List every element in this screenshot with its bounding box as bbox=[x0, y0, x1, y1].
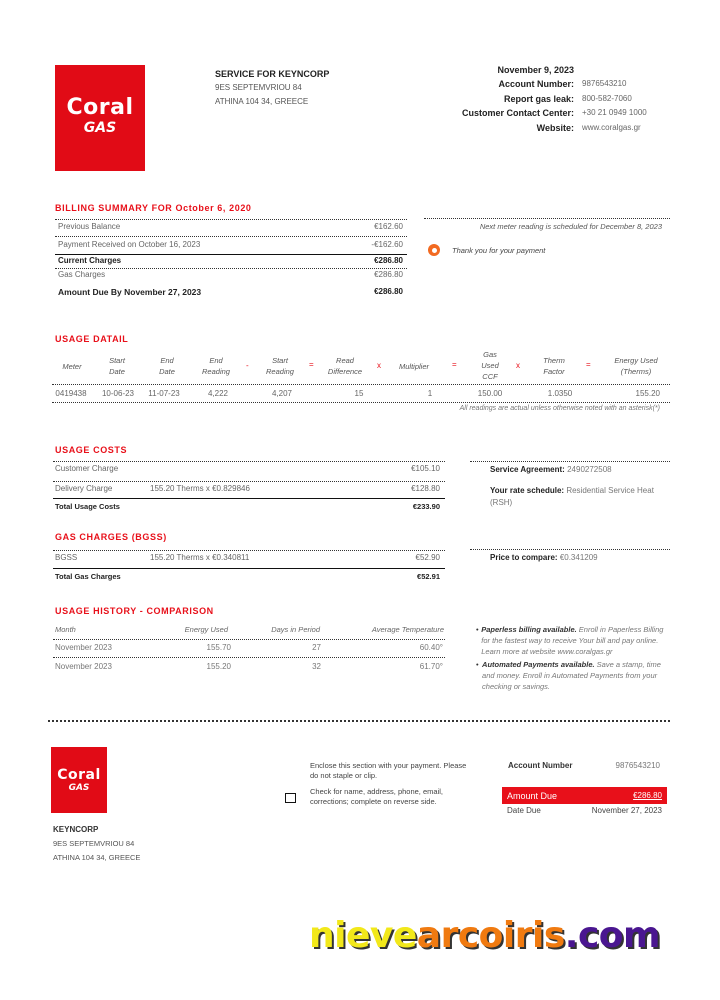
col-start-reading: Start Reading bbox=[266, 356, 294, 376]
col-start-date: Start Date bbox=[109, 356, 125, 376]
website-label: Website: bbox=[536, 122, 574, 133]
row-label: Amount Due By November 27, 2023 bbox=[58, 287, 202, 297]
promo-autopay bbox=[476, 659, 666, 692]
watermark-part3: .com bbox=[564, 915, 661, 956]
contact-center-label: Customer Contact Center: bbox=[461, 108, 574, 118]
history-days: 32 bbox=[312, 662, 321, 671]
therm-factor-value: 1.0350 bbox=[547, 389, 573, 398]
billing-summary-title: BILLING SUMMARY FOR October 6, 2020 bbox=[55, 203, 252, 213]
divider bbox=[55, 254, 407, 255]
row-detail: 155.20 Therms x €0.829846 bbox=[150, 484, 250, 493]
divider bbox=[52, 402, 670, 403]
divider bbox=[470, 549, 670, 550]
row-detail: 155.20 Therms x €0.340811 bbox=[150, 553, 250, 562]
history-month: November 2023 bbox=[55, 662, 112, 671]
row-label: Delivery Charge bbox=[55, 484, 113, 493]
date-due-value: November 27, 2023 bbox=[591, 806, 662, 815]
row-label: Total Gas Charges bbox=[55, 572, 121, 581]
bullet-icon: • bbox=[476, 660, 479, 669]
gas-charges-title: GAS CHARGES (BGSS) bbox=[55, 532, 167, 542]
promo-list bbox=[476, 624, 666, 692]
row-label: Previous Balance bbox=[58, 222, 121, 231]
row-value: €286.80 bbox=[374, 287, 403, 296]
meter-value: 0419438 bbox=[55, 389, 87, 398]
account-number-label: Account Number: bbox=[498, 79, 574, 89]
account-info bbox=[430, 77, 647, 135]
row-value: €128.80 bbox=[411, 484, 440, 493]
contact-center-value: +30 21 0949 1000 bbox=[582, 108, 647, 117]
promo-text: Enroll in Paperless Billing for the fastest way to receive Your bill and pay online. Learn more at website www.coralgas.gr bbox=[481, 625, 664, 656]
price-compare-label: Price to compare: bbox=[490, 553, 558, 562]
divider bbox=[55, 268, 407, 269]
divider bbox=[53, 461, 445, 462]
multiplier-value: 1 bbox=[427, 389, 433, 398]
divider bbox=[53, 639, 445, 640]
thank-you-message: Thank you for your payment bbox=[452, 246, 546, 255]
row-value: €233.90 bbox=[412, 502, 440, 511]
start-reading-value: 4,207 bbox=[271, 389, 293, 398]
start-date-value: 10-06-23 bbox=[101, 389, 135, 398]
website-link[interactable]: www.coralgas.gr bbox=[582, 122, 641, 132]
stub-address-block bbox=[53, 823, 140, 865]
equals-operator: = bbox=[586, 360, 591, 369]
col-therm-factor: Therm Factor bbox=[543, 356, 565, 376]
bgss-row bbox=[55, 553, 440, 562]
row-value: €105.10 bbox=[411, 464, 440, 473]
rate-schedule-value: Residential Service Heat (RSH) bbox=[490, 486, 654, 507]
row-label: Gas Charges bbox=[58, 270, 106, 279]
amount-due-row bbox=[58, 287, 403, 297]
col-energy-used: Energy Used bbox=[184, 625, 228, 634]
delivery-charge-row bbox=[55, 484, 440, 493]
read-difference-value: 15 bbox=[354, 389, 364, 398]
divider bbox=[470, 461, 670, 462]
date-due-row bbox=[507, 806, 662, 815]
logo-gas-text: GAS bbox=[68, 783, 90, 793]
promo-title: Automated Payments available. bbox=[482, 660, 595, 669]
divider bbox=[53, 657, 445, 658]
date-due-label: Date Due bbox=[507, 806, 541, 815]
col-end-date: End Date bbox=[159, 356, 175, 376]
price-compare-value: €0.341209 bbox=[559, 553, 598, 562]
col-average-temperature: Average Temperature bbox=[371, 625, 444, 634]
address-correction-checkbox[interactable] bbox=[285, 793, 296, 803]
amount-due-value: €286.80 bbox=[633, 791, 662, 800]
service-agreement-label: Service Agreement: bbox=[490, 465, 565, 474]
divider bbox=[53, 568, 445, 569]
next-reading-note: Next meter reading is scheduled for December 8, 2023 bbox=[479, 222, 662, 231]
end-date-value: 11-07-23 bbox=[148, 389, 180, 398]
total-gas-charges-row bbox=[55, 572, 440, 581]
service-agreement-value: 2490272508 bbox=[567, 465, 612, 474]
rate-schedule-label: Your rate schedule: bbox=[490, 486, 565, 495]
coral-gas-logo bbox=[55, 65, 145, 171]
row-label: Current Charges bbox=[58, 256, 122, 265]
amount-due-bar bbox=[502, 787, 667, 804]
promo-paperless bbox=[476, 624, 666, 657]
logo-gas-text: GAS bbox=[83, 120, 117, 136]
service-agreement bbox=[490, 465, 612, 474]
row-label: Payment Received on October 16, 2023 bbox=[58, 240, 201, 249]
current-charges-row bbox=[58, 256, 403, 265]
bullet-icon: • bbox=[476, 625, 479, 634]
rate-schedule bbox=[490, 485, 660, 509]
tear-off-line bbox=[48, 720, 670, 722]
gas-leak-value: 800-582-7060 bbox=[582, 93, 632, 103]
watermark-part1: nieve bbox=[309, 915, 417, 956]
col-end-reading: End Reading bbox=[202, 356, 230, 376]
usage-detail-title: USAGE DATAIL bbox=[55, 334, 129, 344]
logo-coral-text: Coral bbox=[57, 767, 101, 783]
energy-used-value: 155.20 bbox=[635, 389, 660, 398]
row-value: €52.91 bbox=[417, 572, 440, 581]
col-month: Month bbox=[55, 625, 76, 634]
usage-history-title: USAGE HISTORY - COMPARISON bbox=[55, 606, 214, 616]
times-operator: x bbox=[377, 361, 381, 370]
stub-coral-gas-logo bbox=[51, 747, 107, 813]
watermark-part2: arcoiris bbox=[416, 915, 565, 956]
equals-operator: = bbox=[309, 360, 314, 369]
amount-due-label: Amount Due bbox=[507, 790, 558, 801]
history-temp: 61.70° bbox=[419, 662, 443, 671]
col-multiplier: Multiplier bbox=[398, 362, 429, 371]
stub-account-number-value: 9876543210 bbox=[615, 761, 660, 770]
stub-address-line2: ATHINA 104 34, GREECE bbox=[53, 853, 141, 862]
promo-text: Save a stamp, time and money. Enroll in Automated Payments from your checking or savings. bbox=[482, 660, 661, 691]
total-usage-costs-row bbox=[55, 502, 440, 511]
payment-received-row bbox=[58, 240, 403, 249]
row-value: €286.80 bbox=[374, 270, 403, 279]
divider bbox=[53, 550, 445, 551]
check-correction-text: Check for name, address, phone, email, corrections; complete on reverse side. bbox=[310, 787, 443, 806]
service-address-line2: ATHINA 104 34, GREECE bbox=[215, 97, 309, 106]
row-value: €52.90 bbox=[415, 553, 440, 562]
row-value: €162.60 bbox=[374, 222, 403, 231]
history-temp: 60.40° bbox=[419, 643, 443, 652]
stub-name: KEYNCORP bbox=[53, 825, 99, 834]
stub-address-line1: 9ES SEPTEMVRIOU 84 bbox=[53, 839, 135, 848]
logo-coral-text: Coral bbox=[66, 95, 134, 120]
col-days-in-period: Days in Period bbox=[271, 625, 320, 634]
divider bbox=[424, 218, 670, 219]
row-value: €286.80 bbox=[374, 256, 403, 265]
history-days: 27 bbox=[312, 643, 321, 652]
divider bbox=[53, 481, 445, 482]
col-gas-used-ccf: Gas Used CCF bbox=[481, 350, 499, 381]
end-reading-value: 4,222 bbox=[207, 389, 229, 398]
row-label: BGSS bbox=[55, 553, 78, 562]
gas-used-value: 150.00 bbox=[477, 389, 503, 398]
history-energy: 155.70 bbox=[206, 643, 231, 652]
previous-balance-row bbox=[58, 222, 403, 231]
row-value: -€162.60 bbox=[371, 240, 403, 249]
enclose-instructions: Enclose this section with your payment. Please do not staple or clip. bbox=[310, 761, 467, 780]
service-for: SERVICE FOR KEYNCORP bbox=[215, 69, 330, 79]
readings-note: All readings are actual unless otherwise noted with an asterisk(*) bbox=[459, 405, 660, 412]
service-address-block bbox=[215, 67, 329, 109]
gas-leak-label: Report gas leak: bbox=[503, 93, 574, 104]
col-read-difference: Read Difference bbox=[327, 356, 363, 376]
usage-costs-title: USAGE COSTS bbox=[55, 445, 128, 455]
stub-account-number-label: Account Number bbox=[508, 761, 573, 770]
equals-operator: = bbox=[452, 360, 457, 369]
bill-date: November 9, 2023 bbox=[497, 65, 574, 75]
watermark bbox=[309, 915, 660, 956]
customer-charge-row bbox=[55, 464, 440, 473]
gas-charges-row bbox=[58, 270, 403, 279]
minus-operator: - bbox=[246, 361, 249, 370]
history-month: November 2023 bbox=[55, 643, 112, 652]
price-to-compare bbox=[490, 553, 598, 562]
thank-you-icon bbox=[428, 244, 440, 256]
col-meter: Meter bbox=[62, 362, 82, 371]
divider bbox=[53, 498, 445, 499]
times-operator: x bbox=[516, 361, 520, 370]
divider bbox=[55, 219, 407, 220]
promo-title: Paperless billing available. bbox=[481, 625, 577, 634]
col-energy-used: Energy Used (Therms) bbox=[614, 356, 658, 376]
divider bbox=[52, 384, 670, 385]
row-label: Customer Charge bbox=[55, 464, 119, 473]
history-energy: 155.20 bbox=[206, 662, 231, 671]
row-label: Total Usage Costs bbox=[55, 502, 120, 511]
service-address-line1: 9ES SEPTEMVRIOU 84 bbox=[215, 83, 302, 92]
divider bbox=[55, 236, 407, 237]
account-number-value: 9876543210 bbox=[582, 79, 627, 88]
